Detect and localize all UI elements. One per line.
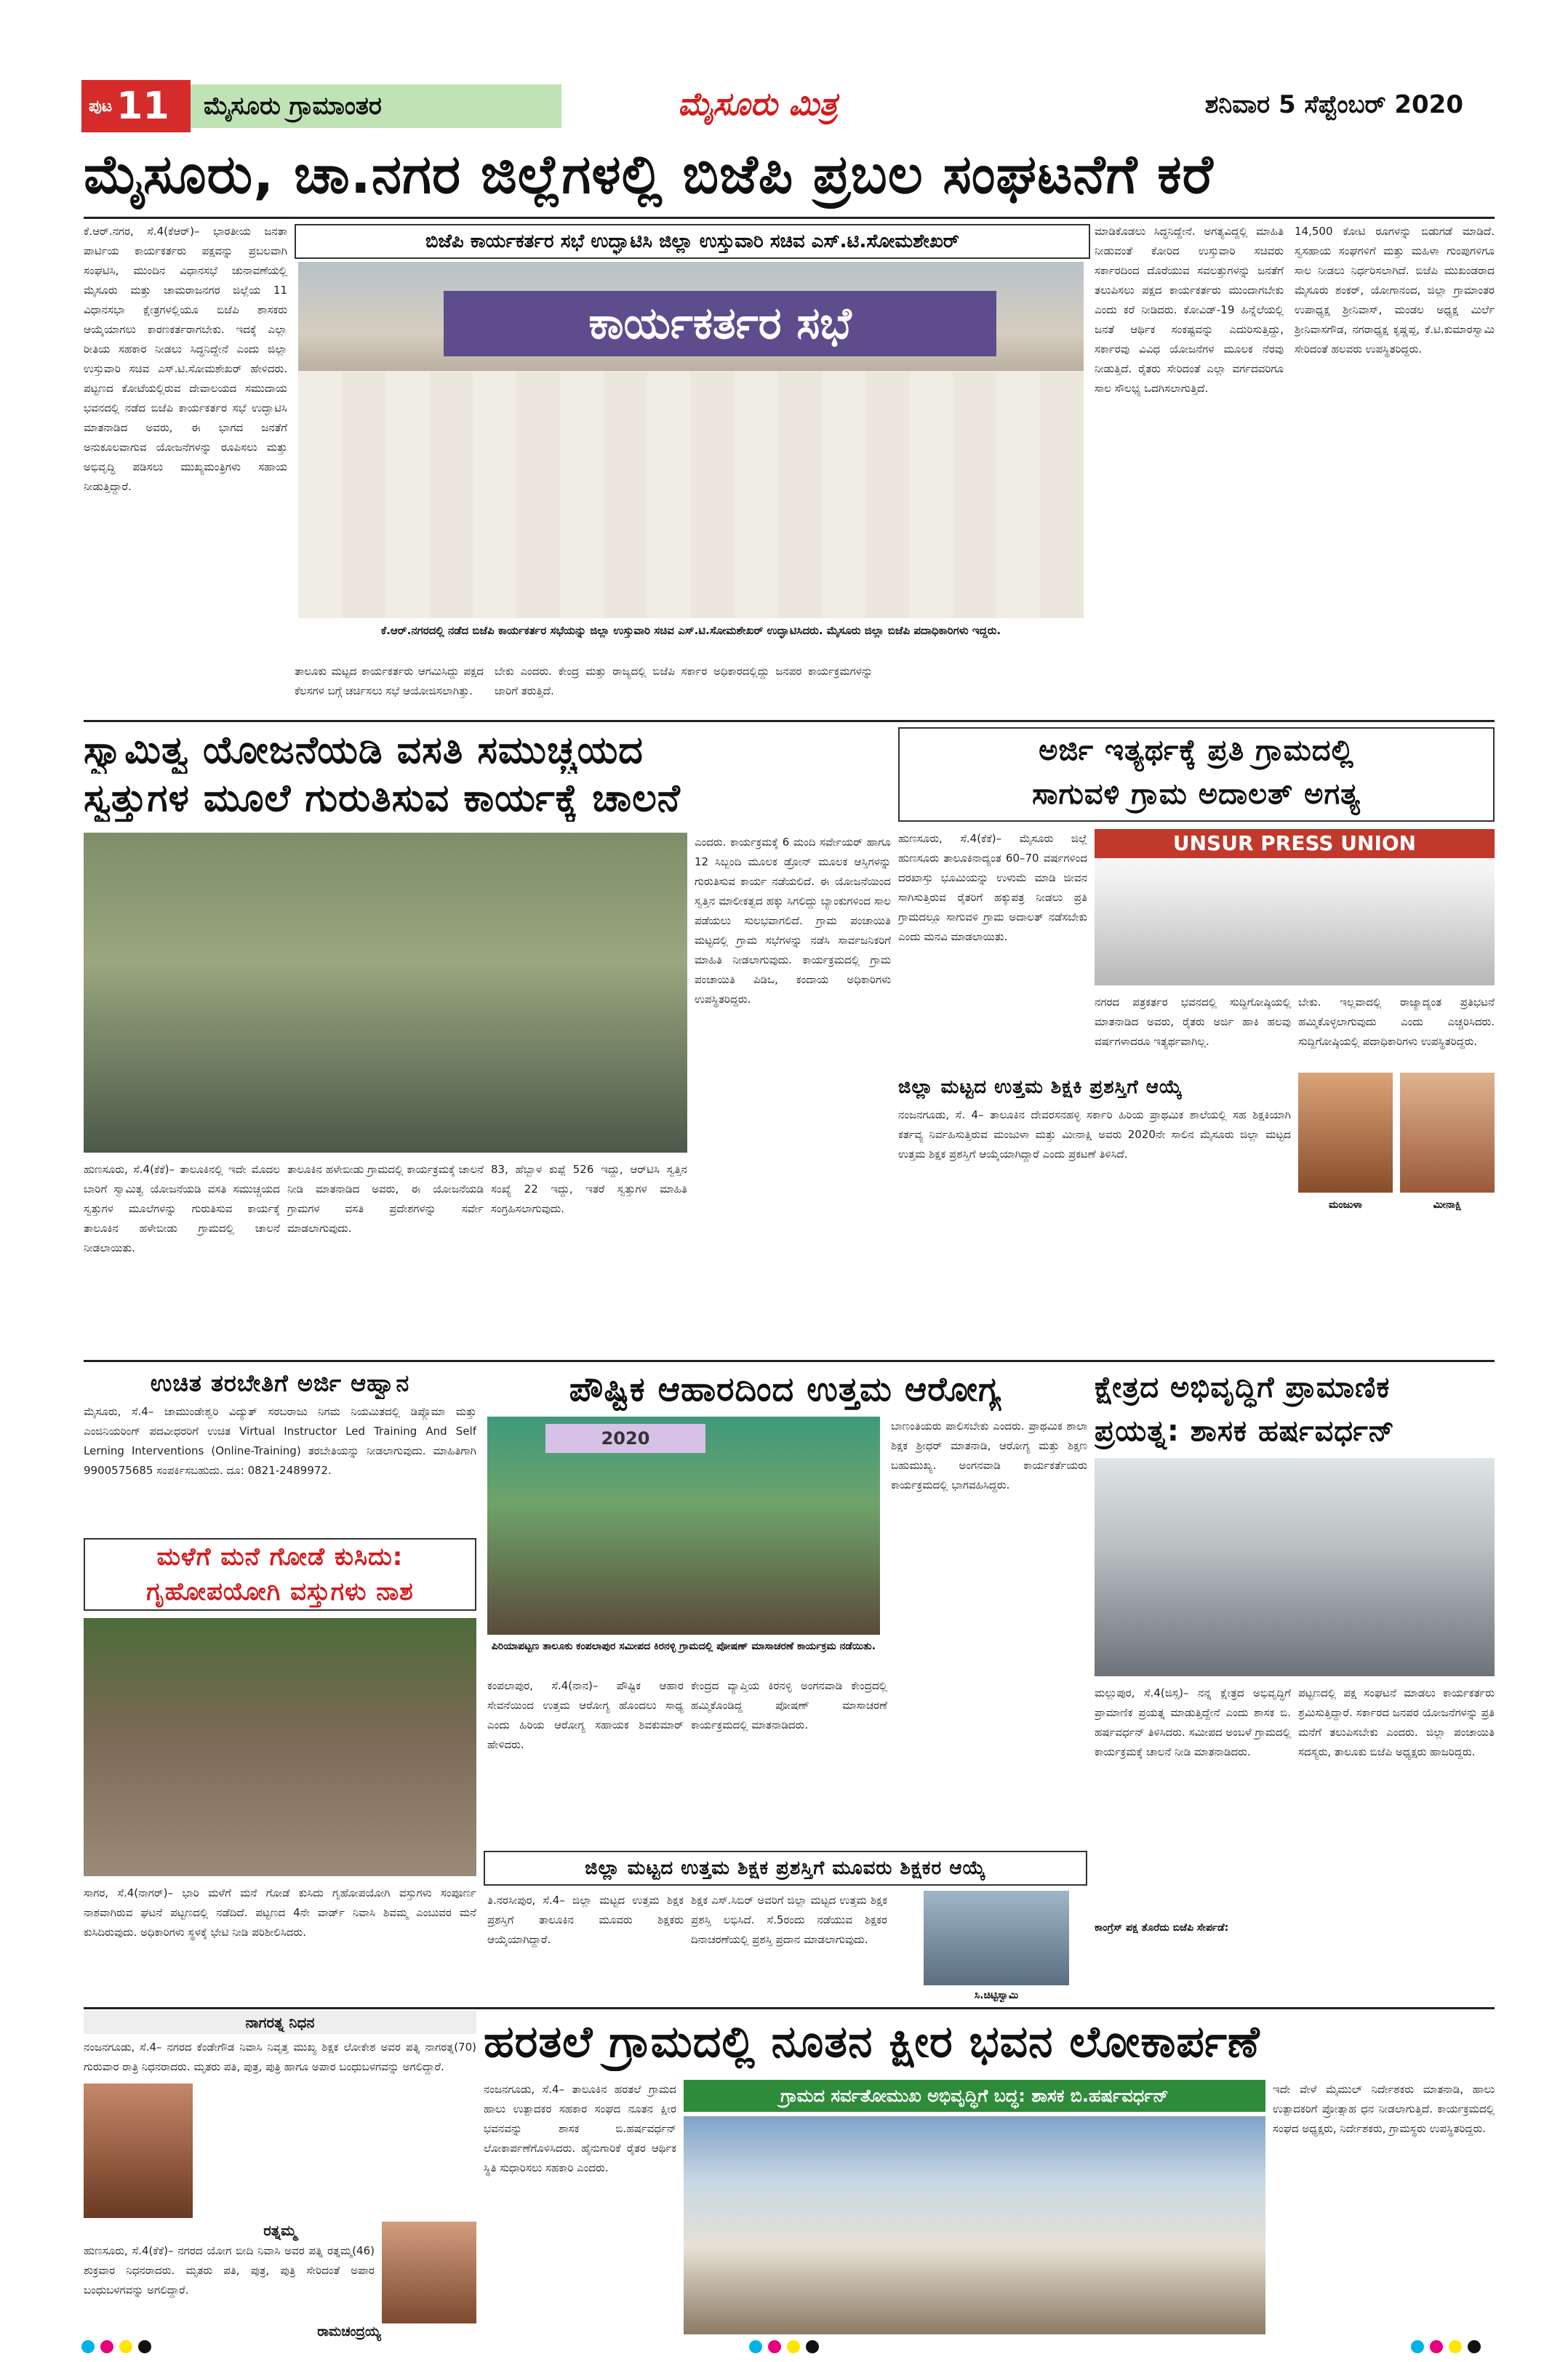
page-header — [81, 80, 1492, 132]
story10-banner — [684, 2080, 1265, 2112]
story2-photo — [84, 833, 687, 1153]
story3-headline-2: ಸಾಗುವಳಿ ಗ್ರಾಮ ಅದಾಲತ್ ಅಗತ್ಯ — [1032, 777, 1361, 811]
story10-banner-text: ಗ್ರಾಮದ ಸರ್ವತೋಮುಖ ಅಭಿವೃದ್ಧಿಗೆ ಬದ್ಧ: ಶಾಸಕ ಬಿ.ಹರ್ಷವರ್ಧನ್ — [780, 2086, 1169, 2106]
story6-headline-2: ಗೃಹೋಪಯೋಗಿ ವಸ್ತುಗಳು ನಾಶ — [146, 1577, 414, 1606]
story2-col-c: 83, ಹೆಬ್ಬಾಳ ಕುಪ್ಪೆ 526 ಇದ್ದು, ಆರ್‌ಟಿಸಿ ಸ್ವತ್ತಿನ ಸಂಖ್ಯೆ 22 ಇದ್ದು, ಇತರೆ ಸ್ವತ್ತುಗಳ ಮಾಹಿತಿ ಸಂಗ್ರಹಿಸಲಾಗುವುದು. — [491, 1163, 687, 1215]
lead-headline: ಮೈಸೂರು, ಚಾ.ನಗರ ಜಿಲ್ಲೆಗಳಲ್ಲಿ ಬಿಜೆಪಿ ಪ್ರಬಲ ಸಂಘಟನೆಗೆ ಕರೆ — [84, 143, 1214, 206]
page-number-box — [81, 80, 191, 132]
story3-headline-1: ಅರ್ಜಿ ಇತ್ಯರ್ಥಕ್ಕೆ ಪ್ರತಿ ಗ್ರಾಮದಲ್ಲಿ — [1039, 734, 1354, 767]
story6-body: ಸಾಗರ, ಸೆ.4(ನಾಗರ್)– ಭಾರಿ ಮಳೆಗೆ ಮನೆ ಗೋಡೆ ಕುಸಿದು ಗೃಹೋಪಯೋಗಿ ವಸ್ತುಗಳು ಸಂಪೂರ್ಣ ನಾಶವಾಗಿರುವ ಘಟನೆ ಪಟ್ಟಣದಲ್ಲಿ ನಡೆದಿದೆ. ಪಟ್ಟಣದ 4ನೇ ವಾರ್ಡ್ ನಿವಾಸಿ ಶಿವಮ್ಮ ಎಂಬುವರ ಮನೆ ಕುಸಿದಿರುವುದು. ಅಧಿಕಾರಿಗಳು ಸ್ಥಳಕ್ಕೆ ಭೇಟಿ ನೀಡಿ ಪರಿಶೀಲಿಸಿದರು. — [84, 1886, 476, 1939]
story8-col-b: ಶಿಕ್ಷಕ ಎಸ್.ಸಿಬಿರ್ ಅವರಿಗೆ ಜಿಲ್ಲಾ ಮಟ್ಟದ ಉತ್ತಮ ಶಿಕ್ಷಕ ಪ್ರಶಸ್ತಿ ಲಭಿಸಿದೆ. ಸೆ.5ರಂದು ನಡೆಯುವ ಶಿಕ್ಷಕರ ದಿನಾಚರಣೆಯಲ್ಲಿ ಪ್ರಶಸ್ತಿ ಪ್ರದಾನ ಮಾಡಲಾಗುವುದು. — [691, 1894, 887, 1946]
story8-headline: ಜಿಲ್ಲಾ ಮಟ್ಟದ ಉತ್ತಮ ಶಿಕ್ಷಕ ಪ್ರಶಸ್ತಿಗೆ ಮೂವರು ಶಿಕ್ಷಕರ ಆಯ್ಕೆ — [585, 1857, 986, 1879]
story9-photo — [1095, 1458, 1495, 1676]
story8-photo — [924, 1891, 1069, 1985]
lead-col4: ಮಾಡಿಕೊಡಲು ಸಿದ್ಧನಿದ್ದೇನೆ. ಅಗತ್ಯವಿದ್ದಲ್ಲಿ ಮಾಹಿತಿ ನೀಡುವಂತೆ ಕೋರಿದ ಉಸ್ತುವಾರಿ ಸಚಿವರು ಸರ್ಕಾರದಿಂದ ದೊರೆಯುವ ಸವಲತ್ತುಗಳನ್ನು ಜನತೆಗೆ ತಲುಪಿಸಲು ಪಕ್ಷದ ಕಾರ್ಯಕರ್ತರು ಮುಂದಾಗಬೇಕು ಎಂದು ಕರೆ ನೀಡಿದರು. ಕೋವಿಡ್‌-19 ಹಿನ್ನೆಲೆಯಲ್ಲಿ ಜನತೆ ಆರ್ಥಿಕ ಸಂಕಷ್ಟವನ್ನು ಎದುರಿಸುತ್ತಿದ್ದು, ಸರ್ಕಾರವು ವಿವಿಧ ಯೋಜನೆಗಳ ಮೂಲಕ ನೆರವು ನೀಡುತ್ತಿದೆ. ರೈತರು ಸೇರಿದಂತೆ ಎಲ್ಲಾ ವರ್ಗದವರಿಗೂ ಸಾಲ ಸೌಲಭ್ಯ ಒದಗಿಸಲಾಗುತ್ತಿದೆ. — [1095, 225, 1284, 395]
story4-headline: ಜಿಲ್ಲಾ ಮಟ್ಟದ ಉತ್ತಮ ಶಿಕ್ಷಕಿ ಪ್ರಶಸ್ತಿಗೆ ಆಯ್ಕೆ — [898, 1076, 1183, 1098]
story8-photo-caption: ಸಿ.ಚಿಟ್ಟಿಸ್ವಾಮಿ — [974, 1990, 1019, 2001]
obit2-photo — [382, 2222, 476, 2323]
divider — [84, 2007, 1495, 2009]
story5-headline: ಉಚಿತ ತರಬೇತಿಗೆ ಅರ್ಜಿ ಆಹ್ವಾನ — [150, 1369, 410, 1397]
lead-photo-banner — [295, 224, 1090, 259]
divider — [84, 217, 1495, 219]
obit-section-title: ನಾಗರತ್ನ ನಿಧನ — [245, 2014, 315, 2031]
story10-col-e: ಇದೇ ವೇಳೆ ಮೈಮುಲ್ ನಿರ್ದೇಶಕರು ಮಾತನಾಡಿ, ಹಾಲು ಉತ್ಪಾದಕರಿಗೆ ಪ್ರೋತ್ಸಾಹ ಧನ ನೀಡಲಾಗುತ್ತಿದೆ. ಕಾರ್ಯಕ್ರಮದಲ್ಲಿ ಸಂಘದ ಅಧ್ಯಕ್ಷರು, ನಿರ್ದೇಶಕರು, ಗ್ರಾಮಸ್ಥರು ಉಪಸ್ಥಿತರಿದ್ದರು. — [1273, 2083, 1495, 2135]
story6-photo — [84, 1618, 476, 1876]
divider — [84, 720, 1495, 722]
lead-photo — [298, 262, 1084, 618]
story7-col-c: ಬಾಣಂತಿಯರು ಪಾಲಿಸಬೇಕು ಎಂದರು. ಪ್ರಾಥಮಿಕ ಶಾಲಾ ಶಿಕ್ಷಕ ಶ್ರೀಧರ್ ಮಾತನಾಡಿ, ಆರೋಗ್ಯ ಮತ್ತು ಶಿಕ್ಷಣ ಬಹುಮುಖ್ಯ. ಅಂಗನವಾಡಿ ಕಾರ್ಯಕರ್ತೆಯರು ಕಾರ್ಯಕ್ರಮದಲ್ಲಿ ಭಾಗವಹಿಸಿದ್ದರು. — [891, 1420, 1087, 1492]
story7-photo — [487, 1417, 880, 1635]
story9-col-b: ಪಟ್ಟಣದಲ್ಲಿ ಪಕ್ಷ ಸಂಘಟನೆ ಮಾಡಲು ಕಾರ್ಯಕರ್ತರು ಶ್ರಮಿಸುತ್ತಿದ್ದಾರೆ. ಸರ್ಕಾರದ ಜನಪರ ಯೋಜನೆಗಳನ್ನು ಪ್ರತಿ ಮನೆಗೆ ತಲುಪಿಸಬೇಕು ಎಂದರು. ಜಿಲ್ಲಾ ಪಂಚಾಯಿತಿ ಸದಸ್ಯರು, ತಾಲೂಕು ಬಿಜೆಪಿ ಅಧ್ಯಕ್ಷರು ಹಾಜರಿದ್ದರು. — [1298, 1686, 1495, 1758]
story3-col-a: ಹುಣಸೂರು, ಸೆ.4(ಕೆಕೆ)– ಮೈಸೂರು ಜಿಲ್ಲೆ ಹುಣಸೂರು ತಾಲೂಕಿನಾದ್ಯಂತ 60–70 ವರ್ಷಗಳಿಂದ ದರಖಾಸ್ತು ಭೂಮಿಯನ್ನು ಉಳುಮೆ ಮಾಡಿ ಜೀವನ ಸಾಗಿಸುತ್ತಿರುವ ರೈತರಿಗೆ ಹಕ್ಕುಪತ್ರ ನೀಡಲು ಪ್ರತಿ ಗ್ರಾಮದಲ್ಲೂ ಸಾಗುವಳಿ ಗ್ರಾಮ ಅದಾಲತ್ ನಡೆಸಬೇಕು ಎಂದು ಮನವಿ ಮಾಡಲಾಯಿತು. — [898, 832, 1087, 943]
story2-col-right: ಎಂದರು. ಕಾರ್ಯಕ್ರಮಕ್ಕೆ 6 ಮಂದಿ ಸರ್ವೇಯರ್ ಹಾಗೂ 12 ಸಿಬ್ಬಂದಿ ಮೂಲಕ ಡ್ರೋನ್ ಮೂಲಕ ಆಸ್ತಿಗಳನ್ನು ಗುರುತಿಸುವ ಕಾರ್ಯ ನಡೆಯಲಿದೆ. ಈ ಯೋಜನೆಯಿಂದ ಸ್ವತ್ತಿನ ಮಾಲೀಕತ್ವದ ಹಕ್ಕು ಸಿಗಲಿದ್ದು ಬ್ಯಾಂಕುಗಳಿಂದ ಸಾಲ ಪಡೆಯಲು ಸುಲಭವಾಗಲಿದೆ. ಗ್ರಾಮ ಪಂಚಾಯಿತಿ ಮಟ್ಟದಲ್ಲಿ ಗ್ರಾಮ ಸಭೆಗಳನ್ನು ನಡೆಸಿ ಸಾರ್ವಜನಿಕರಿಗೆ ಮಾಹಿತಿ ನೀಡಲಾಗುವುದು. ಕಾರ್ಯಕ್ರಮದಲ್ಲಿ ಗ್ರಾಮ ಪಂಚಾಯಿತಿ ಪಿಡಿಒ, ಕಂದಾಯ ಅಧಿಕಾರಿಗಳು ಉಪಸ್ಥಿತರಿದ್ದರು. — [695, 836, 891, 1006]
teacher-name-1: ಮಂಜುಳಾ — [1329, 1199, 1362, 1211]
obit2-body: ಹುಣಸೂರು, ಸೆ.4(ಕೆಕೆ)– ನಗರದ ಯೋಗ ಬೀದಿ ನಿವಾಸಿ ಅವರ ಪತ್ನಿ ರತ್ನಮ್ಮ(46) ಶುಕ್ರವಾರ ನಿಧನರಾದರು. ಮೃತರು ಪತಿ, ಪುತ್ರ, ಪುತ್ರಿ ಸೇರಿದಂತೆ ಅಪಾರ ಬಂಧುಬಳಗವನ್ನು ಅಗಲಿದ್ದಾರೆ. — [84, 2244, 375, 2297]
story6-headline-1: ಮಳೆಗೆ ಮನೆ ಗೋಡೆ ಕುಸಿದು: — [156, 1542, 404, 1572]
edition-name: ಮೈಸೂರು ಗ್ರಾಮಾಂತರ — [191, 84, 561, 128]
story3-col-c: ಬೇಕು. ಇಲ್ಲವಾದಲ್ಲಿ ರಾಜ್ಯಾದ್ಯಂತ ಪ್ರತಿಭಟನೆ ಹಮ್ಮಿಕೊಳ್ಳಲಾಗುವುದು ಎಂದು ಎಚ್ಚರಿಸಿದರು. ಸುದ್ದಿಗೋಷ್ಠಿಯಲ್ಲಿ ಪದಾಧಿಕಾರಿಗಳು ಉಪಸ್ಥಿತರಿದ್ದರು. — [1298, 996, 1495, 1048]
story9-col-a: ಮಲ್ಲುಪುರ, ಸೆ.4(ಜಿಸ್ಸ)– ನನ್ನ ಕ್ಷೇತ್ರದ ಅಭಿವೃದ್ಧಿಗೆ ಪ್ರಾಮಾಣಿಕ ಪ್ರಯತ್ನ ಮಾಡುತ್ತಿದ್ದೇನೆ ಎಂದು ಶಾಸಕ ಬಿ. ಹರ್ಷವರ್ಧನ್ ತಿಳಿಸಿದರು. ಸಮೀಪದ ಅಂಬಳೆ ಗ್ರಾಮದಲ್ಲಿ ಕಾರ್ಯಕ್ರಮಕ್ಕೆ ಚಾಲನೆ ನೀಡಿ ಮಾತನಾಡಿದರು. — [1095, 1686, 1291, 1758]
lead-col2: ತಾಲೂಕು ಮಟ್ಟದ ಕಾರ್ಯಕರ್ತರು ಆಗಮಿಸಿದ್ದು ಪಕ್ಷದ ಕೆಲಸಗಳ ಬಗ್ಗೆ ಚರ್ಚಿಸಲು ಸಭೆ ಆಯೋಜಿಸಲಾಗಿತ್ತು. — [295, 665, 484, 697]
lead-caption: ಕೆ.ಆರ್.ನಗರದಲ್ಲಿ ನಡೆದ ಬಿಜೆಪಿ ಕಾರ್ಯಕರ್ತರ ಸಭೆಯನ್ನು ಜಿಲ್ಲಾ ಉಸ್ತುವಾರಿ ಸಚಿವ ಎಸ್.ಟಿ.ಸೋಮಶೇಖರ್ ಉದ್ಘಾಟಿಸಿದರು. ಮೈಸೂರು ಜಿಲ್ಲಾ ಬಿಜೆಪಿ ಪದಾಧಿಕಾರಿಗಳು ಇದ್ದರು. — [380, 624, 1001, 637]
press-union-banner: UNSUR PRESS UNION — [1095, 829, 1495, 858]
issue-date: ಶನಿವಾರ 5 ಸೆಪ್ಟೆಂಬರ್ 2020 — [1204, 90, 1463, 119]
story3-photo — [1095, 829, 1495, 985]
masthead: ಮೈಸೂರು ಮಿತ್ರ — [678, 86, 838, 123]
story3-col-b: ನಗರದ ಪತ್ರಕರ್ತರ ಭವನದಲ್ಲಿ ಸುದ್ದಿಗೋಷ್ಠಿಯಲ್ಲಿ ಮಾತನಾಡಿದ ಅವರು, ರೈತರು ಅರ್ಜಿ ಹಾಕಿ ಹಲವು ವರ್ಷಗಳಾದರೂ ಇತ್ಯರ್ಥವಾಗಿಲ್ಲ. — [1095, 996, 1291, 1048]
obit1-photo — [84, 2083, 193, 2218]
story7-col-a: ಕಂಪಲಾಪುರ, ಸೆ.4(ನಾನ)– ಪೌಷ್ಟಿಕ ಆಹಾರ ಸೇವನೆಯಿಂದ ಉತ್ತಮ ಆರೋಗ್ಯ ಹೊಂದಲು ಸಾಧ್ಯ ಎಂದು ಹಿರಿಯ ಆರೋಗ್ಯ ಸಹಾಯಕ ಶಿವಕುಮಾರ್ ಹೇಳಿದರು. — [487, 1679, 684, 1751]
lead-col5: 14,500 ಕೋಟಿ ರೂಗಳನ್ನು ಬಿಡುಗಡೆ ಮಾಡಿದೆ. ಸ್ವಸಹಾಯ ಸಂಘಗಳಿಗೆ ಮತ್ತು ಮಹಿಳಾ ಗುಂಪುಗಳಿಗೂ ಸಾಲ ನೀಡಲು ನಿರ್ಧರಿಸಲಾಗಿದೆ. ಬಿಜೆಪಿ ಮುಖಂಡರಾದ ಮೈಸೂರು ಶಂಕರ್, ಯೋಗಾನಂದ, ಜಿಲ್ಲಾ ಗ್ರಾಮಾಂತರ ಉಪಾಧ್ಯಕ್ಷ ಶ್ರೀನಿವಾಸ್, ಮಂಡಲ ಅಧ್ಯಕ್ಷ ಮಿರ್ಲೆ ಶ್ರೀನಿವಾಸಗೌಡ, ನಗರಾಧ್ಯಕ್ಷ ಕೃಷ್ಣಪ್ಪ, ಕೆ.ಟಿ.ಕುಮಾರಸ್ವಾಮಿ ಸೇರಿದಂತೆ ಹಲವರು ಉಪಸ್ಥಿತರಿದ್ದರು. — [1295, 225, 1495, 356]
story7-headline: ಪೌಷ್ಟಿಕ ಆಹಾರದಿಂದ ಉತ್ತಮ ಆರೋಗ್ಯ — [569, 1369, 1002, 1409]
registration-dots-right — [1411, 2340, 1487, 2356]
poster-label: 2020 — [545, 1424, 705, 1453]
obit3-name: ರಾಮಚಂದ್ರಯ್ಯ — [317, 2324, 381, 2339]
page-number: 11 — [116, 84, 169, 128]
stage-people-area — [298, 371, 1084, 618]
story5-body: ಮೈಸೂರು, ಸೆ.4– ಚಾಮುಂಡೇಶ್ವರಿ ವಿದ್ಯುತ್ ಸರಬರಾಜು ನಿಗಮ ನಿಯಮಿತದಲ್ಲಿ ಡಿಪ್ಲೊಮಾ ಮತ್ತು ಎಂಜಿನಿಯರಿಂಗ್ ಪದವೀಧರರಿಗೆ ಉಚಿತ Virtual Instructor Led Training And Self Lerning Interventions (Online-Training) ತರಬೇತಿಯನ್ನು ನೀಡಲಾಗುವುದು. ಮಾಹಿತಿಗಾಗಿ 9900575685 ಸಂಪರ್ಕಿಸಬಹುದು. ದೂ: 0821-2489972. — [84, 1405, 476, 1477]
story2-headline-1: ಸ್ವಾಮಿತ್ವ ಯೋಜನೆಯಡಿ ವಸತಿ ಸಮುಚ್ಚಯದ — [84, 729, 644, 772]
teacher-photo-1 — [1298, 1073, 1393, 1193]
lead-photo-banner-text: ಬಿಜೆಪಿ ಕಾರ್ಯಕರ್ತರ ಸಭೆ ಉದ್ಘಾಟಿಸಿ ಜಿಲ್ಲಾ ಉಸ್ತುವಾರಿ ಸಚಿವ ಎಸ್.ಟಿ.ಸೋಮಶೇಖರ್ — [425, 230, 959, 252]
obit1-body: ನಂಜನಗೂಡು, ಸೆ.4– ನಗರದ ಕೆಂಡೇಗೌಡ ನಿವಾಸಿ ನಿವೃತ್ತ ಮುಖ್ಯ ಶಿಕ್ಷಕ ಲೋಕೇಶ ಅವರ ಪತ್ನಿ ನಾಗರತ್ನ(70) ಗುರುವಾರ ರಾತ್ರಿ ನಿಧನರಾದರು. ಮೃತರು ಪತಿ, ಪುತ್ರ, ಪುತ್ರಿ ಹಾಗೂ ಅಪಾರ ಬಂಧುಬಳಗವನ್ನು ಅಗಲಿದ್ದಾರೆ. — [84, 2041, 476, 2073]
story9-subhead: ಕಾಂಗ್ರೆಸ್ ಪಕ್ಷ ತೊರೆದು ಬಿಜೆಪಿ ಸೇರ್ಪಡೆ: — [1095, 1922, 1229, 1934]
story4-body: ನಂಜನಗೂಡು, ಸೆ. 4– ತಾಲೂಕಿನ ದೇವರಸನಹಳ್ಳಿ ಸರ್ಕಾರಿ ಹಿರಿಯ ಪ್ರಾಥಮಿಕ ಶಾಲೆಯಲ್ಲಿ ಸಹ ಶಿಕ್ಷಕಿಯಾಗಿ ಕರ್ತವ್ಯ ನಿರ್ವಹಿಸುತ್ತಿರುವ ಮಂಜುಳಾ ಮತ್ತು ಮೀನಾಕ್ಷಿ ಅವರು 2020ನೇ ಸಾಲಿನ ಮೈಸೂರು ಜಿಲ್ಲಾ ಮಟ್ಟದ ಉತ್ತಮ ಶಿಕ್ಷಕ ಪ್ರಶಸ್ತಿಗೆ ಆಯ್ಕೆಯಾಗಿದ್ದಾರೆ ಎಂದು ಪ್ರಕಟಣೆ ತಿಳಿಸಿದೆ. — [898, 1108, 1291, 1161]
story6-headline-box — [84, 1538, 476, 1611]
divider — [84, 1360, 1495, 1362]
registration-dots-center — [749, 2340, 825, 2356]
story10-photo — [684, 2116, 1265, 2334]
story2-headline-2: ಸ್ವತ್ತುಗಳ ಮೂಲೆ ಗುರುತಿಸುವ ಕಾರ್ಯಕ್ಕೆ ಚಾಲನೆ — [84, 777, 681, 820]
story7-caption: ಪಿರಿಯಾಪಟ್ಟಣ ತಾಲೂಕು ಕಂಪಲಾಪುರ ಸಮೀಪದ ಕಿರನಳ್ಳಿ ಗ್ರಾಮದಲ್ಲಿ ಪೋಷಣ್ ಮಾಸಾಚರಣೆ ಕಾರ್ಯಕ್ರಮ ನಡೆಯಿತು. — [491, 1641, 876, 1652]
story10-col-a: ನಂಜನಗೂಡು, ಸೆ.4– ತಾಲೂಕಿನ ಹರತಲೆ ಗ್ರಾಮದ ಹಾಲು ಉತ್ಪಾದಕರ ಸಹಕಾರ ಸಂಘದ ನೂತನ ಕ್ಷೀರ ಭವನವನ್ನು ಶಾಸಕ ಬಿ.ಹರ್ಷವರ್ಧನ್ ಲೋಕಾರ್ಪಣೆಗೊಳಿಸಿದರು. ಹೈನುಗಾರಿಕೆ ರೈತರ ಆರ್ಥಿಕ ಸ್ಥಿತಿ ಸುಧಾರಿಸಲು ಸಹಕಾರಿ ಎಂದರು. — [484, 2083, 676, 2174]
story7-col-b: ಕೇಂದ್ರದ ವ್ಯಾಪ್ತಿಯ ಕಿರನಳ್ಳಿ ಅಂಗನವಾಡಿ ಕೇಂದ್ರದಲ್ಲಿ ಹಮ್ಮಿಕೊಂಡಿದ್ದ ಪೋಷಣ್ ಮಾಸಾಚರಣೆ ಕಾರ್ಯಕ್ರಮದಲ್ಲಿ ಮಾತನಾಡಿದರು. — [691, 1679, 887, 1732]
story9-headline-1: ಕ್ಷೇತ್ರದ ಅಭಿವೃದ್ಧಿಗೆ ಪ್ರಾಮಾಣಿಕ — [1095, 1371, 1391, 1404]
story8-col-a: ತಿ.ನರಸೀಪುರ, ಸೆ.4– ಜಿಲ್ಲಾ ಮಟ್ಟದ ಉತ್ತಮ ಶಿಕ್ಷಕ ಪ್ರಶಸ್ತಿಗೆ ತಾಲೂಕಿನ ಮೂವರು ಶಿಕ್ಷಕರು ಆಯ್ಕೆಯಾಗಿದ್ದಾರೆ. — [487, 1894, 684, 1946]
story8-headline-box — [484, 1851, 1087, 1886]
story3-headline-box — [898, 727, 1495, 822]
story10-headline: ಹರತಲೆ ಗ್ರಾಮದಲ್ಲಿ ನೂತನ ಕ್ಷೀರ ಭವನ ಲೋಕಾರ್ಪಣೆ — [484, 2017, 1260, 2067]
story2-col-b: ತಾಲೂಕಿನ ಹಳೇಬೀಡು ಗ್ರಾಮದಲ್ಲಿ ಕಾರ್ಯಕ್ರಮಕ್ಕೆ ಚಾಲನೆ ನೀಡಿ ಮಾತನಾಡಿದ ಅವರು, ಈ ಯೋಜನೆಯಡಿ ಗ್ರಾಮಗಳ ವಸತಿ ಪ್ರದೇಶಗಳನ್ನು ಸರ್ವೇ ಮಾಡಲಾಗುವುದು. — [287, 1163, 484, 1235]
obit2-name: ರತ್ನಮ್ಮ — [263, 2222, 297, 2239]
teacher-photo-2 — [1400, 1073, 1495, 1193]
lead-col3: ಬೇಕು ಎಂದರು. ಕೇಂದ್ರ ಮತ್ತು ರಾಜ್ಯದಲ್ಲಿ ಬಿಜೆಪಿ ಸರ್ಕಾರ ಅಧಿಕಾರದಲ್ಲಿದ್ದು ಜನಪರ ಕಾರ್ಯಕ್ರಮಗಳನ್ನು ಜಾರಿಗೆ ತರುತ್ತಿದೆ. — [495, 665, 873, 697]
stage-banner: ಕಾರ್ಯಕರ್ತರ ಸಭೆ — [444, 291, 996, 356]
teacher-name-2: ಮೀನಾಕ್ಷಿ — [1433, 1199, 1462, 1211]
page-label: ಪುಟ — [89, 97, 113, 116]
lead-col1: ಕೆ.ಆರ್.ನಗರ, ಸೆ.4(ಕೆಆರ್)– ಭಾರತೀಯ ಜನತಾ ಪಾರ್ಟಿಯ ಕಾರ್ಯಕರ್ತರು ಪಕ್ಷವನ್ನು ಪ್ರಬಲವಾಗಿ ಸಂಘಟಿಸಿ, ಮುಂದಿನ ವಿಧಾನಸಭೆ ಚುನಾವಣೆಯಲ್ಲಿ ಮೈಸೂರು ಮತ್ತು ಚಾಮರಾಜನಗರ ಜಿಲ್ಲೆಯ 11 ವಿಧಾನಸಭಾ ಕ್ಷೇತ್ರಗಳಲ್ಲಿಯೂ ಬಿಜೆಪಿ ಶಾಸಕರು ಆಯ್ಕೆಯಾಗಲು ಕಾರಣಕರ್ತರಾಗಬೇಕು. ಇದಕ್ಕೆ ಎಲ್ಲಾ ರೀತಿಯ ಸಹಕಾರ ನೀಡಲು ಸಿದ್ಧನಿದ್ದೇನೆ ಎಂದು ಜಿಲ್ಲಾ ಉಸ್ತುವಾರಿ ಸಚಿವ ಎಸ್.ಟಿ.ಸೋಮಶೇಖರ್ ಹೇಳಿದರು. ಪಟ್ಟಣದ ಕೋಟೆಯಲ್ಲಿರುವ ದೇವಾಲಯದ ಸಮುದಾಯ ಭವನದಲ್ಲಿ ನಡೆದ ಬಿಜೆಪಿ ಕಾರ್ಯಕರ್ತರ ಸಭೆ ಉದ್ಘಾಟಿಸಿ ಮಾತನಾಡಿದ ಅವರು, ಈ ಭಾಗದ ಜನತೆಗೆ ಅನುಕೂಲವಾಗುವ ಯೋಜನೆಗಳನ್ನು ರೂಪಿಸಲು ಮತ್ತು ಅಭಿವೃದ್ಧಿ ಪಡಿಸಲು ಮುಖ್ಯಮಂತ್ರಿಗಳು ಸಹಾಯ ನೀಡುತ್ತಿದ್ದಾರೆ. — [84, 225, 287, 493]
story9-headline-2: ಪ್ರಯತ್ನ: ಶಾಸಕ ಹರ್ಷವರ್ಧನ್ — [1095, 1414, 1396, 1448]
obit-section-bar — [84, 2011, 476, 2034]
registration-dots-left — [81, 2340, 157, 2356]
story2-col-a: ಹುಣಸೂರು, ಸೆ.4(ಕೆಕೆ)– ತಾಲೂಕಿನಲ್ಲಿ ಇದೇ ಮೊದಲ ಬಾರಿಗೆ ಸ್ವಾಮಿತ್ವ ಯೋಜನೆಯಡಿ ವಸತಿ ಸಮುಚ್ಚಯದ ಸ್ವತ್ತುಗಳ ಮೂಲೆಗಳನ್ನು ಗುರುತಿಸುವ ಕಾರ್ಯಕ್ಕೆ ತಾಲೂಕಿನ ಹಳೇಬೀಡು ಗ್ರಾಮದಲ್ಲಿ ಚಾಲನೆ ನೀಡಲಾಯಿತು. — [84, 1163, 280, 1254]
